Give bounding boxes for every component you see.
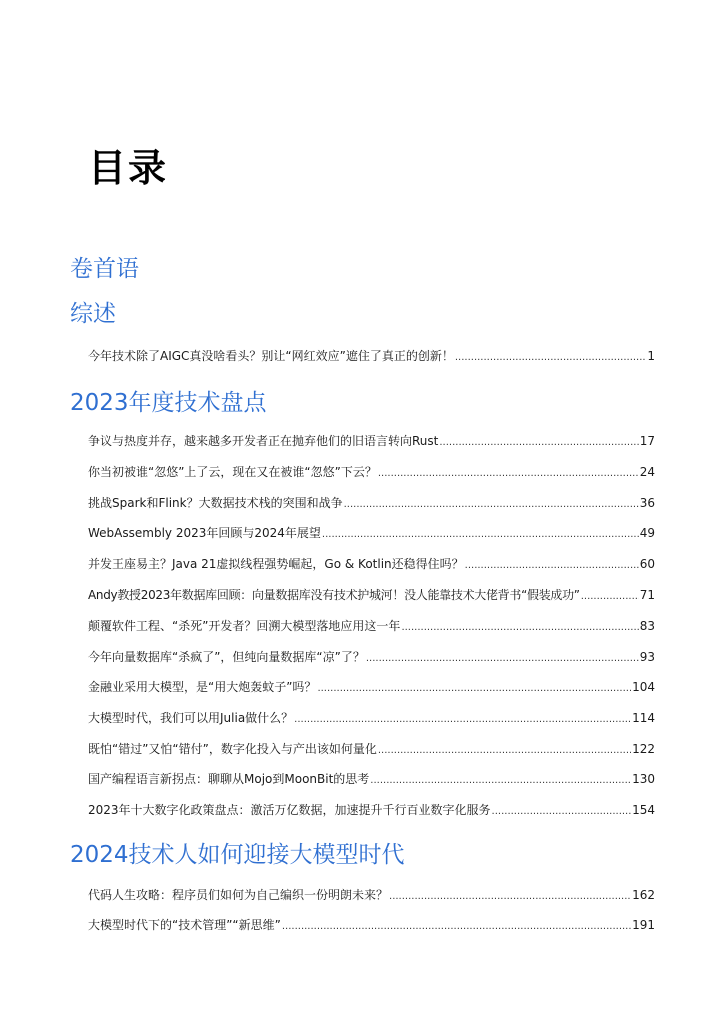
- dot-leader: [492, 803, 632, 821]
- toc-entry[interactable]: [88, 801, 655, 821]
- toc-entry-title: 2023年十大数字化政策盘点：激活万亿数据，加速提升千行百业数字化服务: [88, 803, 491, 817]
- toc-entry[interactable]: [88, 524, 655, 544]
- toc-entry-page: 49: [639, 526, 655, 540]
- toc-entry-title: 争议与热度并存，越来越多开发者正在抛弃他们的旧语言转向Rust: [88, 434, 439, 448]
- toc-entry-page: 191: [632, 918, 655, 932]
- toc-entry[interactable]: [88, 494, 655, 514]
- toc-entry[interactable]: [88, 432, 655, 452]
- dot-leader: [389, 888, 631, 906]
- toc-entry[interactable]: [88, 617, 655, 637]
- dot-leader: [344, 496, 639, 514]
- toc-entry-page: 162: [632, 888, 655, 902]
- toc-entry-page: 93: [639, 650, 655, 664]
- dot-leader: [465, 557, 639, 575]
- toc-entry-title: 大模型时代下的“技术管理”“新思维”: [88, 918, 281, 932]
- toc-entry-page: 83: [639, 619, 655, 633]
- toc-entry-title: 挑战Spark和Flink？大数据技术栈的突围和战争: [88, 496, 343, 510]
- toc-entry-title: 今年技术除了AIGC真没啥看头？别让“网红效应”遮住了真正的创新！: [88, 349, 454, 363]
- section-heading-overview[interactable]: 综述: [70, 301, 116, 327]
- toc-entry-title: 今年向量数据库“杀疯了”，但纯向量数据库“凉”了？: [88, 650, 365, 664]
- toc-entry-title: 既怕“错过”又怕“错付”，数字化投入与产出该如何量化: [88, 742, 377, 756]
- dot-leader: [366, 650, 639, 668]
- page-title: 目录: [88, 146, 169, 190]
- toc-entry[interactable]: [88, 886, 655, 906]
- toc-entry-title: 大模型时代，我们可以用Julia做什么？: [88, 711, 294, 725]
- toc-entry-title: 代码人生攻略：程序员们如何为自己编织一份明朗未来？: [88, 888, 389, 902]
- toc-entry-page: 71: [639, 588, 655, 602]
- toc-entry-title: 你当初被谁“忽悠”上了云，现在又在被谁“忽悠”下云？: [88, 465, 377, 479]
- toc-entry-page: 36: [639, 496, 655, 510]
- toc-entry[interactable]: [88, 347, 655, 367]
- dot-leader: [282, 918, 631, 936]
- toc-entry-title: 并发王座易主？Java 21虚拟线程强势崛起，Go & Kotlin还稳得住吗？: [88, 557, 464, 571]
- toc-entry[interactable]: [88, 678, 655, 698]
- toc-entry[interactable]: [88, 648, 655, 668]
- toc-entry-page: 17: [639, 434, 655, 448]
- dot-leader: [317, 680, 631, 698]
- dot-leader: [378, 742, 631, 760]
- dot-leader: [581, 588, 639, 606]
- toc-entry-page: 154: [632, 803, 655, 817]
- toc-entry[interactable]: [88, 555, 655, 575]
- toc-entry-page: 114: [632, 711, 655, 725]
- section-heading-2023-review[interactable]: 2023年度技术盘点: [70, 390, 267, 416]
- dot-leader: [294, 711, 631, 729]
- section-heading-2024-llm-era[interactable]: 2024技术人如何迎接大模型时代: [70, 842, 405, 868]
- toc-entry-page: 104: [632, 680, 655, 694]
- toc-entry-page: 122: [632, 742, 655, 756]
- toc-entry[interactable]: [88, 740, 655, 760]
- dot-leader: [322, 526, 639, 544]
- toc-entry-title: 颠覆软件工程、“杀死”开发者？回溯大模型落地应用这一年: [88, 619, 401, 633]
- toc-entry-page: 60: [639, 557, 655, 571]
- toc-entry-page: 130: [632, 772, 655, 786]
- toc-entry[interactable]: [88, 709, 655, 729]
- toc-entry-title: WebAssembly 2023年回顾与2024年展望: [88, 526, 321, 540]
- dot-leader: [401, 619, 638, 637]
- toc-entry[interactable]: [88, 463, 655, 483]
- section-heading-preface[interactable]: 卷首语: [70, 256, 139, 282]
- toc-entry-page: 24: [639, 465, 655, 479]
- dot-leader: [378, 465, 639, 483]
- toc-entry-title: Andy教授2023年数据库回顾：向量数据库没有技术护城河！没人能靠技术大佬背书“假装成功”: [88, 588, 580, 602]
- toc-entry[interactable]: [88, 586, 655, 606]
- dot-leader: [455, 349, 646, 367]
- dot-leader: [370, 772, 631, 790]
- toc-entry-title: 国产编程语言新拐点：聊聊从Mojo到MoonBit的思考: [88, 772, 370, 786]
- toc-entry-page: 1: [647, 349, 655, 363]
- dot-leader: [439, 434, 638, 452]
- toc-entry[interactable]: [88, 770, 655, 790]
- toc-entry[interactable]: [88, 916, 655, 936]
- toc-entry-title: 金融业采用大模型，是“用大炮轰蚊子”吗？: [88, 680, 317, 694]
